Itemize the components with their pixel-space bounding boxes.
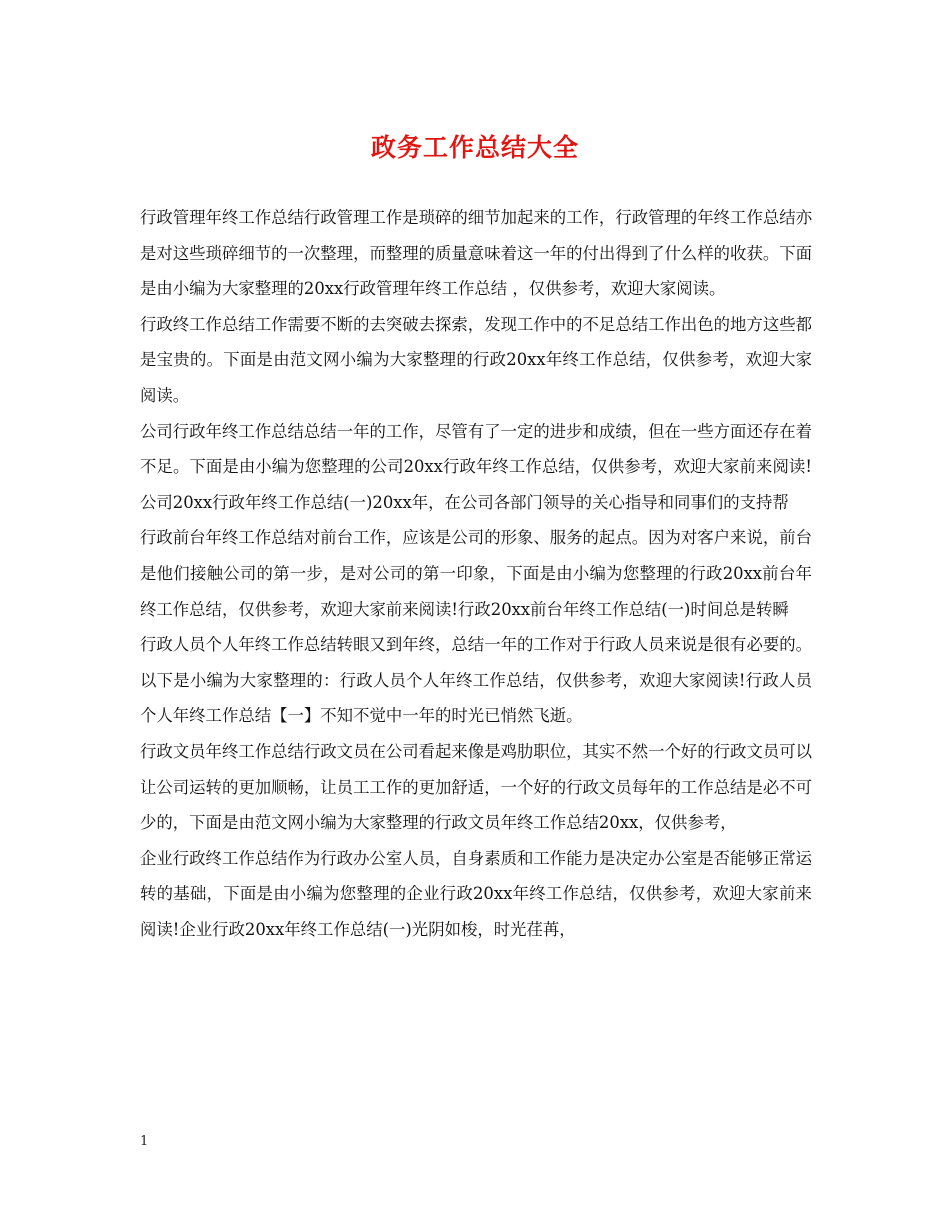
paragraph-5: 行政人员个人年终工作总结转眼又到年终，总结一年的工作对于行政人员来说是很有必要的。以下是小编为大家整理的：行政人员个人年终工作总结，仅供参考，欢迎大家阅读!行政人员个人年终工作总结【一】不知不觉中一年的时光已悄然飞逝。	[140, 635, 813, 726]
paragraph-7: 企业行政终工作总结作为行政办公室人员，自身素质和工作能力是决定办公室是否能够正常运转的基础，下面是由小编为您整理的企业行政20xx年终工作总结，仅供参考，欢迎大家前来阅读!企业行政20xx年终工作总结(一)光阴如梭，时光荏苒，	[140, 848, 813, 939]
page-number: 1	[140, 1134, 149, 1149]
paragraph-3: 公司行政年终工作总结总结一年的工作，尽管有了一定的进步和成绩，但在一些方面还存在着不足。下面是由小编为您整理的公司20xx行政年终工作总结，仅供参考，欢迎大家前来阅读!公司20xx行政年终工作总结(一)20xx年，在公司各部门领导的关心指导和同事们的支持帮	[140, 421, 813, 512]
paragraph-1: 行政管理年终工作总结行政管理工作是琐碎的细节加起来的工作，行政管理的年终工作总结亦是对这些琐碎细节的一次整理，而整理的质量意味着这一年的付出得到了什么样的收获。下面是由小编为大家整理的20xx行政管理年终工作总结 ，仅供参考，欢迎大家阅读。	[140, 208, 813, 299]
paragraph-2: 行政终工作总结工作需要不断的去突破去探索，发现工作中的不足总结工作出色的地方这些都是宝贵的。下面是由范文网小编为大家整理的行政20xx年终工作总结，仅供参考，欢迎大家阅读。	[140, 314, 813, 405]
document-title: 政务工作总结大全	[370, 133, 579, 162]
paragraph-4: 行政前台年终工作总结对前台工作，应该是公司的形象、服务的起点。因为对客户来说，前台是他们接触公司的第一步，是对公司的第一印象，下面是由小编为您整理的行政20xx前台年终工作总结，仅供参考，欢迎大家前来阅读!行政20xx前台年终工作总结(一)时间总是转瞬	[140, 528, 813, 619]
paragraph-6: 行政文员年终工作总结行政文员在公司看起来像是鸡肋职位，其实不然一个好的行政文员可以让公司运转的更加顺畅，让员工工作的更加舒适，一个好的行政文员每年的工作总结是必不可少的，下面是由范文网小编为大家整理的行政文员年终工作总结20xx，仅供参考，	[140, 741, 813, 833]
document-body	[140, 200, 812, 947]
